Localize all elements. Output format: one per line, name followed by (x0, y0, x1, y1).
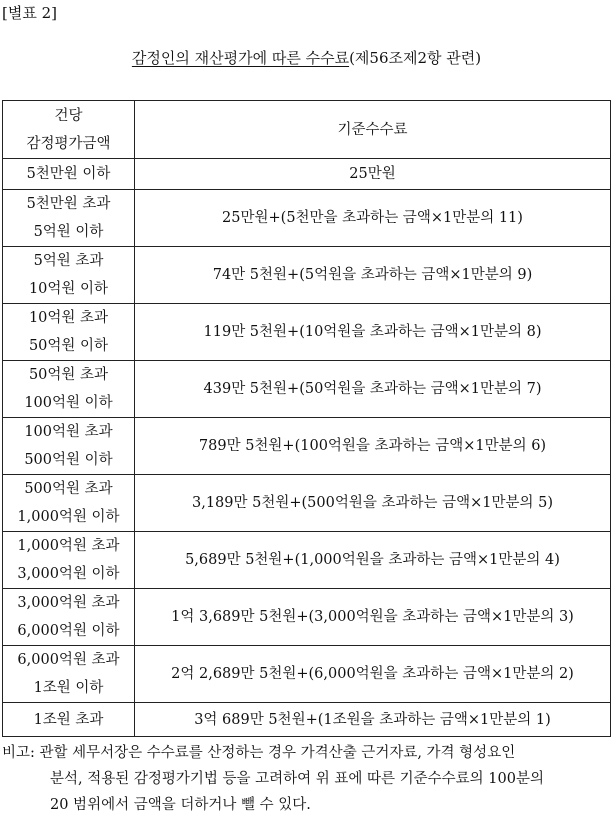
range-cell (3, 703, 135, 737)
table-row (3, 703, 611, 737)
range-line: 3,000억원 초과 (17, 595, 120, 611)
fee-cell: 3,189만 5천원+(500억원을 초과하는 금액×1만분의 5) (135, 475, 611, 532)
fee-cell: 25만원+(5천만을 초과하는 금액×1만분의 11) (135, 190, 611, 247)
range-cell (3, 304, 135, 361)
range-line: 6,000억원 초과 (17, 652, 120, 668)
table-row (3, 532, 611, 589)
range-line: 6,000억원 이하 (17, 623, 120, 639)
range-line: 50억원 초과 (28, 367, 109, 383)
table-row (3, 475, 611, 532)
range-cell (3, 159, 135, 190)
range-line: 5억원 이하 (33, 224, 104, 240)
remarks-note (2, 740, 608, 818)
header-appraisal-amount-line2: 감정평가금액 (26, 135, 111, 152)
range-line: 3,000억원 이하 (17, 566, 120, 582)
range-cell (3, 361, 135, 418)
header-appraisal-amount (3, 101, 135, 159)
range-cell (3, 418, 135, 475)
range-line: 500억원 이하 (24, 452, 113, 468)
fee-cell: 74만 5천원+(5억원을 초과하는 금액×1만분의 9) (135, 247, 611, 304)
range-line: 1조원 이하 (33, 680, 104, 696)
title-main: 감정인의 재산평가에 따른 수수료 (131, 49, 350, 67)
range-line: 50억원 이하 (28, 338, 109, 354)
table-row (3, 361, 611, 418)
range-cell (3, 589, 135, 646)
range-line: 5억원 초과 (33, 253, 104, 269)
range-line: 100억원 이하 (24, 395, 113, 411)
remarks-line: 비고: 관할 세무서장은 수수료를 산정하는 경우 가격산출 근거자료, 가격 형성요인 (2, 745, 516, 761)
range-cell (3, 532, 135, 589)
range-cell (3, 247, 135, 304)
fee-cell: 25만원 (135, 159, 611, 190)
range-cell (3, 190, 135, 247)
range-line: 5천만원 이하 (26, 166, 111, 182)
table-row (3, 159, 611, 190)
remarks-line: 20 범위에서 금액을 더하거나 뺄 수 있다. (50, 797, 311, 813)
fee-cell: 3억 689만 5천원+(1조원을 초과하는 금액×1만분의 1) (135, 703, 611, 737)
annex-label: [별표 2] (2, 4, 57, 22)
fee-cell: 119만 5천원+(10억원을 초과하는 금액×1만분의 8) (135, 304, 611, 361)
table-row (3, 190, 611, 247)
table-row (3, 646, 611, 703)
fee-cell: 1억 3,689만 5천원+(3,000억원을 초과하는 금액×1만분의 3) (135, 589, 611, 646)
document-title (0, 47, 613, 68)
header-appraisal-amount-line1: 건당 (54, 107, 83, 124)
range-line: 5천만원 초과 (26, 196, 111, 212)
range-line: 1,000억원 이하 (17, 509, 120, 525)
range-line: 1조원 초과 (33, 711, 104, 728)
range-cell (3, 475, 135, 532)
table-row (3, 589, 611, 646)
fee-cell: 789만 5천원+(100억원을 초과하는 금액×1만분의 6) (135, 418, 611, 475)
header-base-fee: 기준수수료 (135, 101, 611, 159)
remarks-line: 분석, 적용된 감정평가기법 등을 고려하여 위 표에 따른 기준수수료의 100분의 (50, 771, 544, 787)
range-cell (3, 646, 135, 703)
range-line: 100억원 초과 (24, 424, 113, 440)
range-line: 10억원 이하 (28, 281, 109, 297)
title-reference: (제56조제2항 관련) (349, 49, 482, 67)
range-line: 500억원 초과 (24, 481, 113, 497)
table-header-row (3, 101, 611, 159)
fee-cell: 5,689만 5천원+(1,000억원을 초과하는 금액×1만분의 4) (135, 532, 611, 589)
range-line: 10억원 초과 (28, 310, 109, 326)
table-row (3, 247, 611, 304)
fee-table (2, 100, 611, 737)
fee-cell: 439만 5천원+(50억원을 초과하는 금액×1만분의 7) (135, 361, 611, 418)
table-row (3, 418, 611, 475)
fee-cell: 2억 2,689만 5천원+(6,000억원을 초과하는 금액×1만분의 2) (135, 646, 611, 703)
table-row (3, 304, 611, 361)
range-line: 1,000억원 초과 (17, 538, 120, 554)
